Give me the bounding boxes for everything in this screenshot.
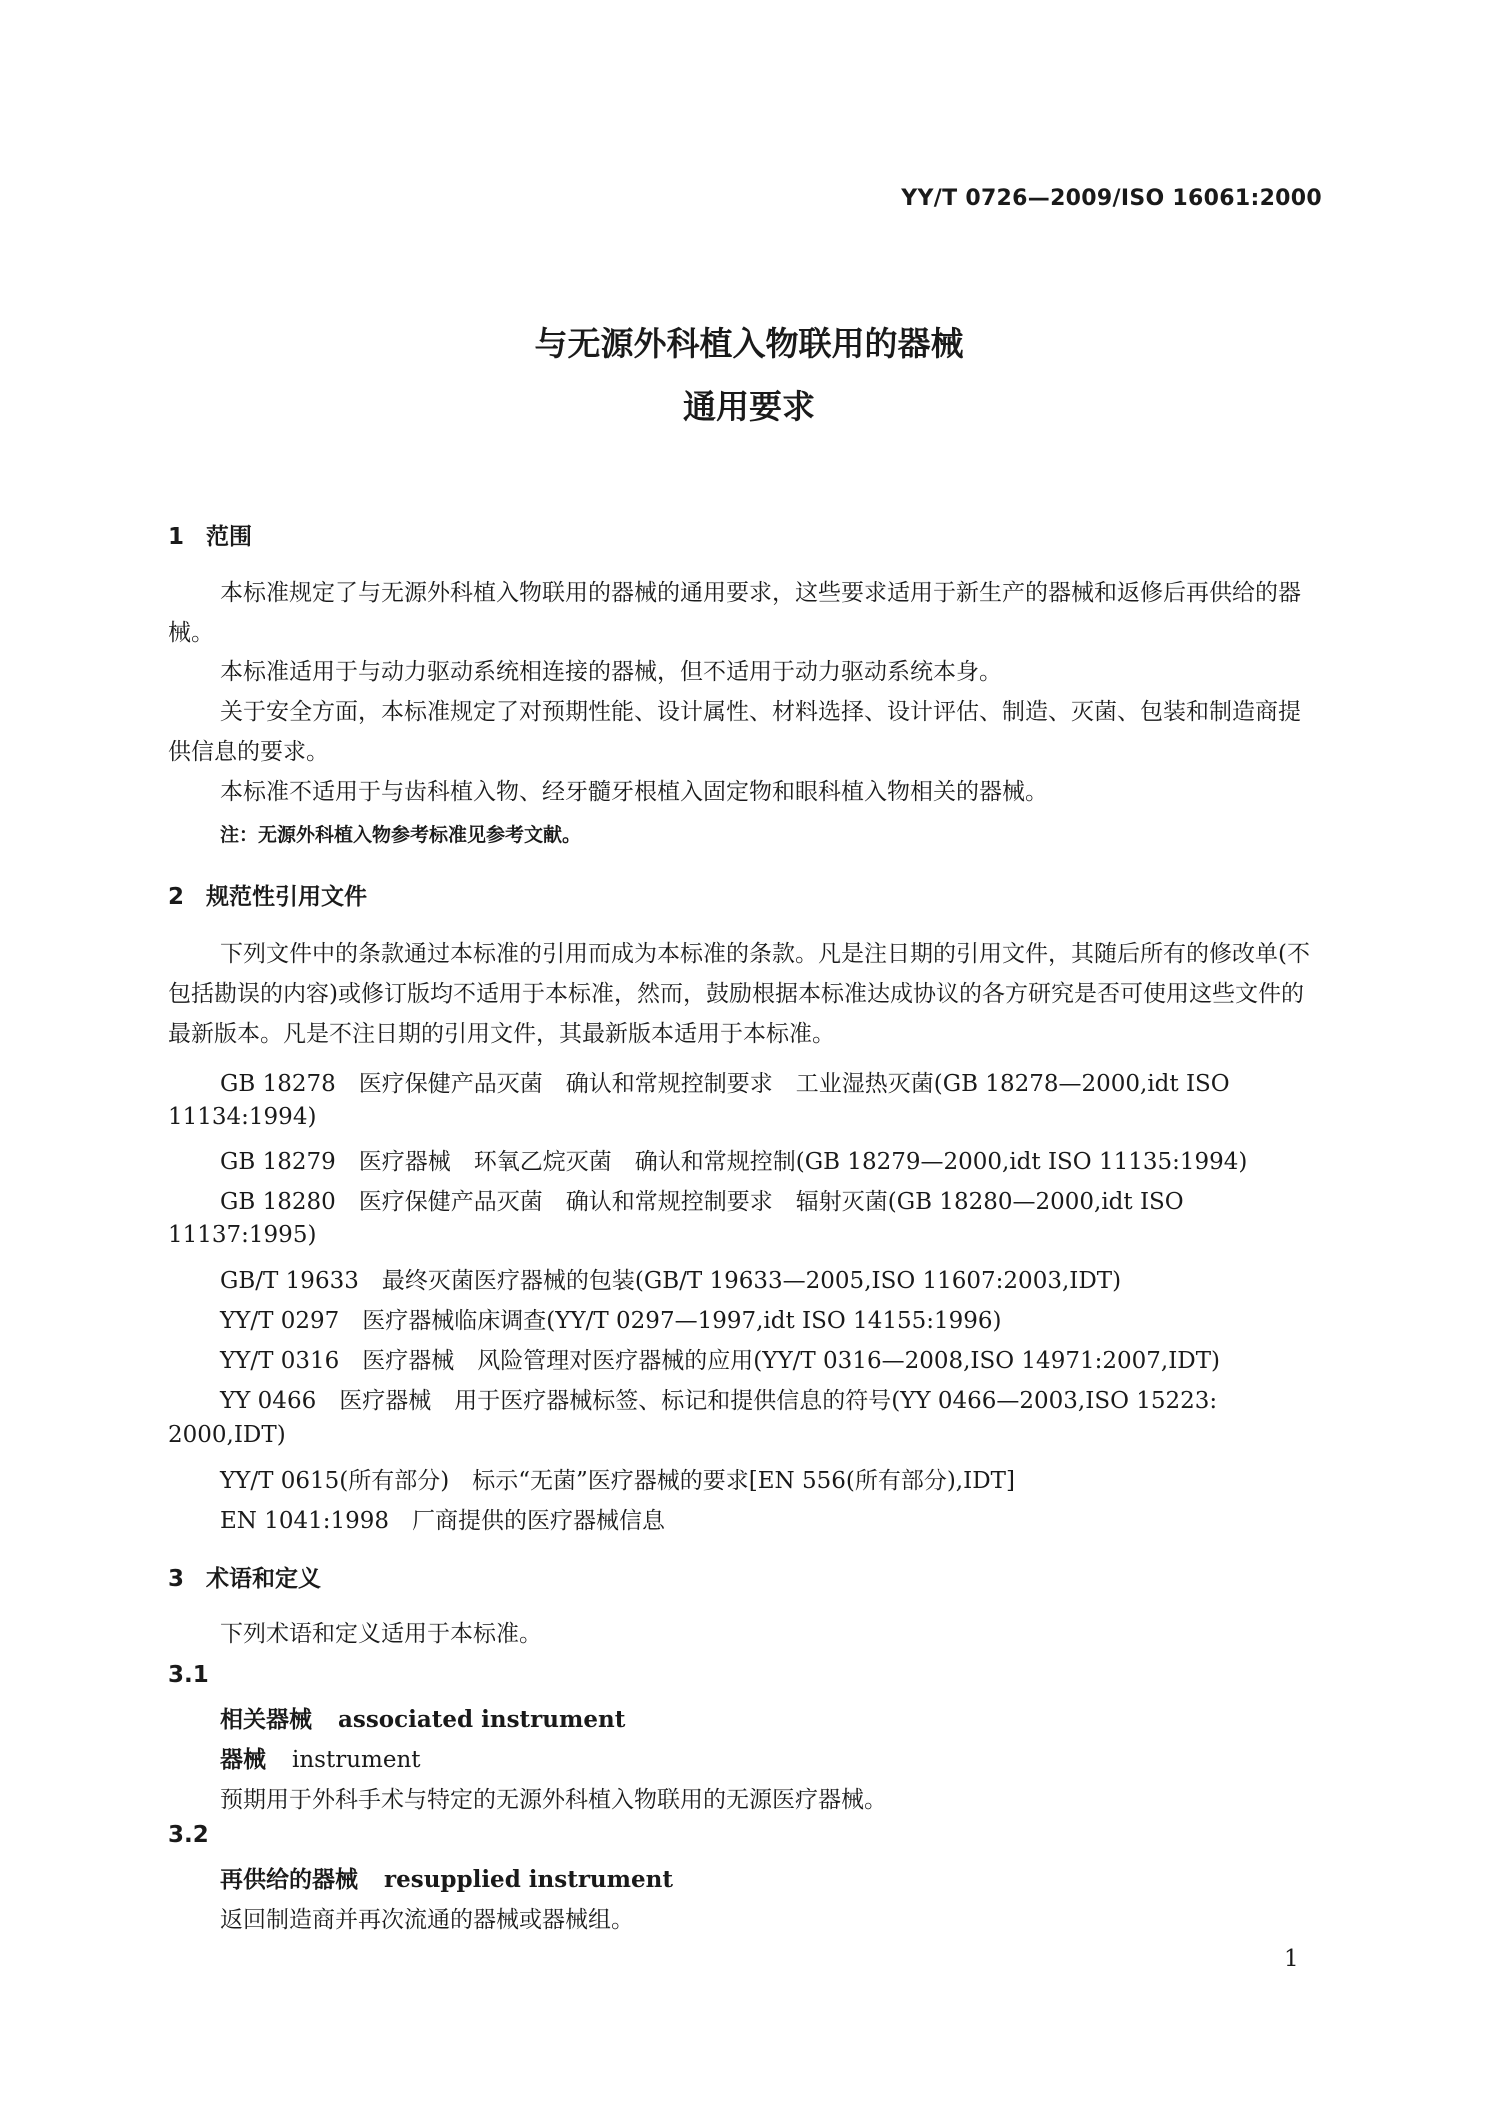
term-definition: 预期用于外科手术与特定的无源外科植入物联用的无源医疗器械。 (220, 1787, 887, 1813)
section-1-paragraph-1: 本标准规定了与无源外科植入物联用的器械的通用要求，这些要求适用于新生产的器械和返修后再供给的器械。 (168, 580, 1301, 646)
clause-number: 3.1 (168, 1662, 209, 1688)
reference-line: YY 0466 医疗器械 用于医疗器械标签、标记和提供信息的符号(YY 0466—2003,ISO 15223: (220, 1388, 1218, 1414)
title-line-1: 与无源外科植入物联用的器械 (534, 324, 964, 363)
clause-number: 3.2 (168, 1822, 209, 1848)
reference-line: GB 18278 医疗保健产品灭菌 确认和常规控制要求 工业湿热灭菌(GB 18278—2000,idt ISO (220, 1071, 1230, 1097)
page-number: 1 (1284, 1946, 1299, 1972)
section-1-heading (168, 518, 252, 551)
reference-line: EN 1041:1998 厂商提供的医疗器械信息 (220, 1508, 666, 1534)
term-english: associated instrument (338, 1706, 626, 1733)
section-title: 术语和定义 (206, 1566, 321, 1592)
term-alternative (220, 1741, 421, 1774)
term-entry (220, 1861, 673, 1894)
section-2-heading (168, 878, 367, 911)
section-1-note: 注：无源外科植入物参考标准见参考文献。 (220, 824, 582, 846)
term-chinese: 再供给的器械 (220, 1866, 358, 1893)
term-chinese: 相关器械 (220, 1706, 312, 1733)
section-3-heading (168, 1560, 321, 1593)
section-1-paragraph-4: 本标准不适用于与齿科植入物、经牙髓牙根植入固定物和眼科植入物相关的器械。 (220, 779, 1048, 805)
reference-line-continued: 11134:1994) (168, 1104, 317, 1130)
reference-line: GB 18279 医疗器械 环氧乙烷灭菌 确认和常规控制(GB 18279—2000,idt ISO 11135:1994) (220, 1149, 1248, 1175)
term-definition: 返回制造商并再次流通的器械或器械组。 (220, 1907, 634, 1933)
term-alt-english: instrument (292, 1747, 421, 1773)
section-2-intro: 下列文件中的条款通过本标准的引用而成为本标准的条款。凡是注日期的引用文件，其随后所有的修改单(不包括勘误的内容)或修订版均不适用于本标准，然而，鼓励根据本标准达成协议的各方研究是否可使用这些文件的最新版本。凡是不注日期的引用文件，其最新版本适用于本标准。 (168, 941, 1310, 1047)
section-1-paragraph-3: 关于安全方面，本标准规定了对预期性能、设计属性、材料选择、设计评估、制造、灭菌、包装和制造商提供信息的要求。 (168, 699, 1301, 765)
reference-line: YY/T 0615(所有部分) 标示“无菌”医疗器械的要求[EN 556(所有部分),IDT] (220, 1468, 1015, 1494)
section-3-intro: 下列术语和定义适用于本标准。 (220, 1621, 542, 1647)
term-alt-chinese: 器械 (220, 1746, 266, 1773)
reference-line-continued: 2000,IDT) (168, 1422, 286, 1448)
section-title: 范围 (206, 524, 252, 550)
title-line-2: 通用要求 (683, 387, 815, 426)
section-1-paragraph-2: 本标准适用于与动力驱动系统相连接的器械，但不适用于动力驱动系统本身。 (220, 659, 1002, 685)
reference-line-continued: 11137:1995) (168, 1222, 317, 1248)
section-number: 2 (168, 884, 185, 910)
document-code: YY/T 0726—2009/ISO 16061:2000 (901, 186, 1322, 211)
section-title: 规范性引用文件 (206, 884, 367, 910)
section-number: 3 (168, 1566, 185, 1592)
section-number: 1 (168, 524, 185, 550)
reference-line: YY/T 0316 医疗器械 风险管理对医疗器械的应用(YY/T 0316—2008,ISO 14971:2007,IDT) (220, 1348, 1221, 1374)
reference-line: YY/T 0297 医疗器械临床调查(YY/T 0297—1997,idt ISO 14155:1996) (220, 1308, 1002, 1334)
term-entry (220, 1701, 625, 1734)
reference-line: GB 18280 医疗保健产品灭菌 确认和常规控制要求 辐射灭菌(GB 18280—2000,idt ISO (220, 1189, 1184, 1215)
term-english: resupplied instrument (384, 1866, 673, 1893)
reference-line: GB/T 19633 最终灭菌医疗器械的包装(GB/T 19633—2005,ISO 11607:2003,IDT) (220, 1268, 1122, 1294)
